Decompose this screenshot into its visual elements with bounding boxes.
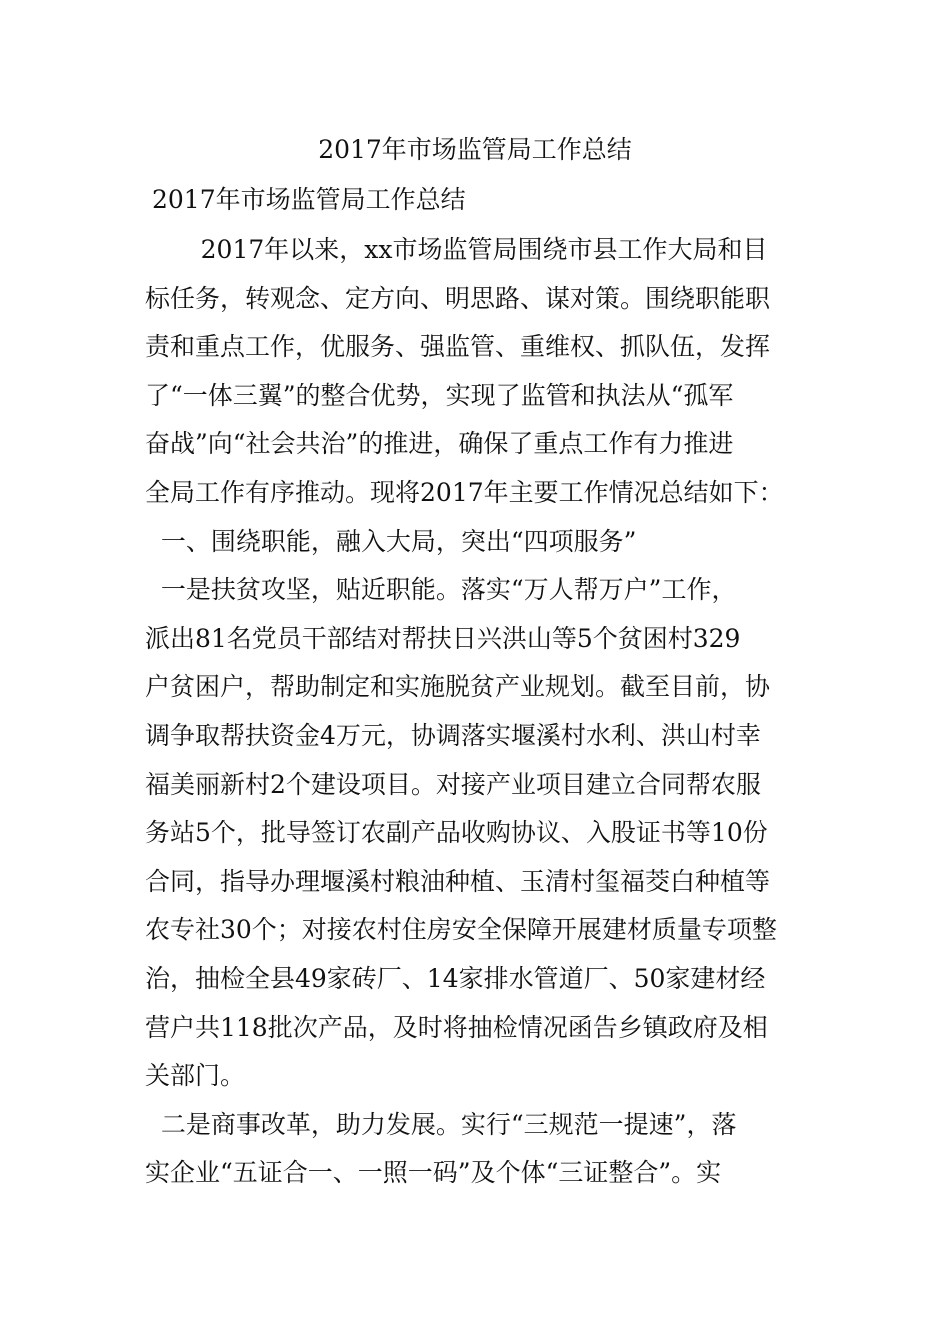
body-line: 福美丽新村2个建设项目。对接产业项目建立合同帮农服 bbox=[145, 769, 761, 799]
body-line: 派出81名党员干部结对帮扶日兴洪山等5个贫困村329 bbox=[145, 623, 741, 653]
body-line: 调争取帮扶资金4万元，协调落实堰溪村水利、洪山村幸 bbox=[145, 720, 761, 750]
body-line: 营户共118批次产品，及时将抽检情况函告乡镇政府及相 bbox=[145, 1012, 768, 1042]
body-line: 务站5个，批导签订农副产品收购协议、入股证书等10份 bbox=[145, 818, 768, 848]
body-line: 户贫困户，帮助制定和实施脱贫产业规划。截至目前，协 bbox=[145, 672, 771, 702]
body-line: 农专社30个；对接农村住房安全保障开展建材质量专项整 bbox=[145, 915, 777, 945]
body-line: 一是扶贫攻坚，贴近职能。落实“万人帮万户”工作， bbox=[145, 575, 737, 605]
body-line: 关部门。 bbox=[145, 1061, 246, 1091]
body-line: 奋战”向“社会共治”的推进，确保了重点工作有力推进 bbox=[145, 429, 734, 459]
section-heading: 一、围绕职能，融入大局，突出“四项服务” bbox=[145, 526, 637, 556]
body-line: 二是商事改革，助力发展。实行“三规范一提速”，落 bbox=[145, 1109, 737, 1139]
body-line: 责和重点工作，优服务、强监管、重维权、抓队伍，发挥 bbox=[145, 332, 771, 362]
body-line: 合同，指导办理堰溪村粮油种植、玉清村玺福茭白种植等 bbox=[145, 866, 771, 896]
body-line: 标任务，转观念、定方向、明思路、谋对策。围绕职能职 bbox=[145, 283, 771, 313]
body-line: 实企业“五证合一、一照一码”及个体“三证整合”。实 bbox=[145, 1158, 722, 1188]
document-subtitle: 2017年市场监管局工作总结 bbox=[152, 185, 466, 214]
body-line: 2017年以来，xx市场监管局围绕市县工作大局和目 bbox=[145, 235, 768, 264]
document-title: 2017年市场监管局工作总结 bbox=[318, 135, 632, 164]
body-line: 了“一体三翼”的整合优势，实现了监管和执法从“孤军 bbox=[145, 380, 734, 410]
body-line: 全局工作有序推动。现将2017年主要工作情况总结如下： bbox=[145, 477, 784, 507]
document-body bbox=[145, 230, 815, 1202]
body-line: 治，抽检全县49家砖厂、14家排水管道厂、50家建材经 bbox=[145, 963, 766, 993]
